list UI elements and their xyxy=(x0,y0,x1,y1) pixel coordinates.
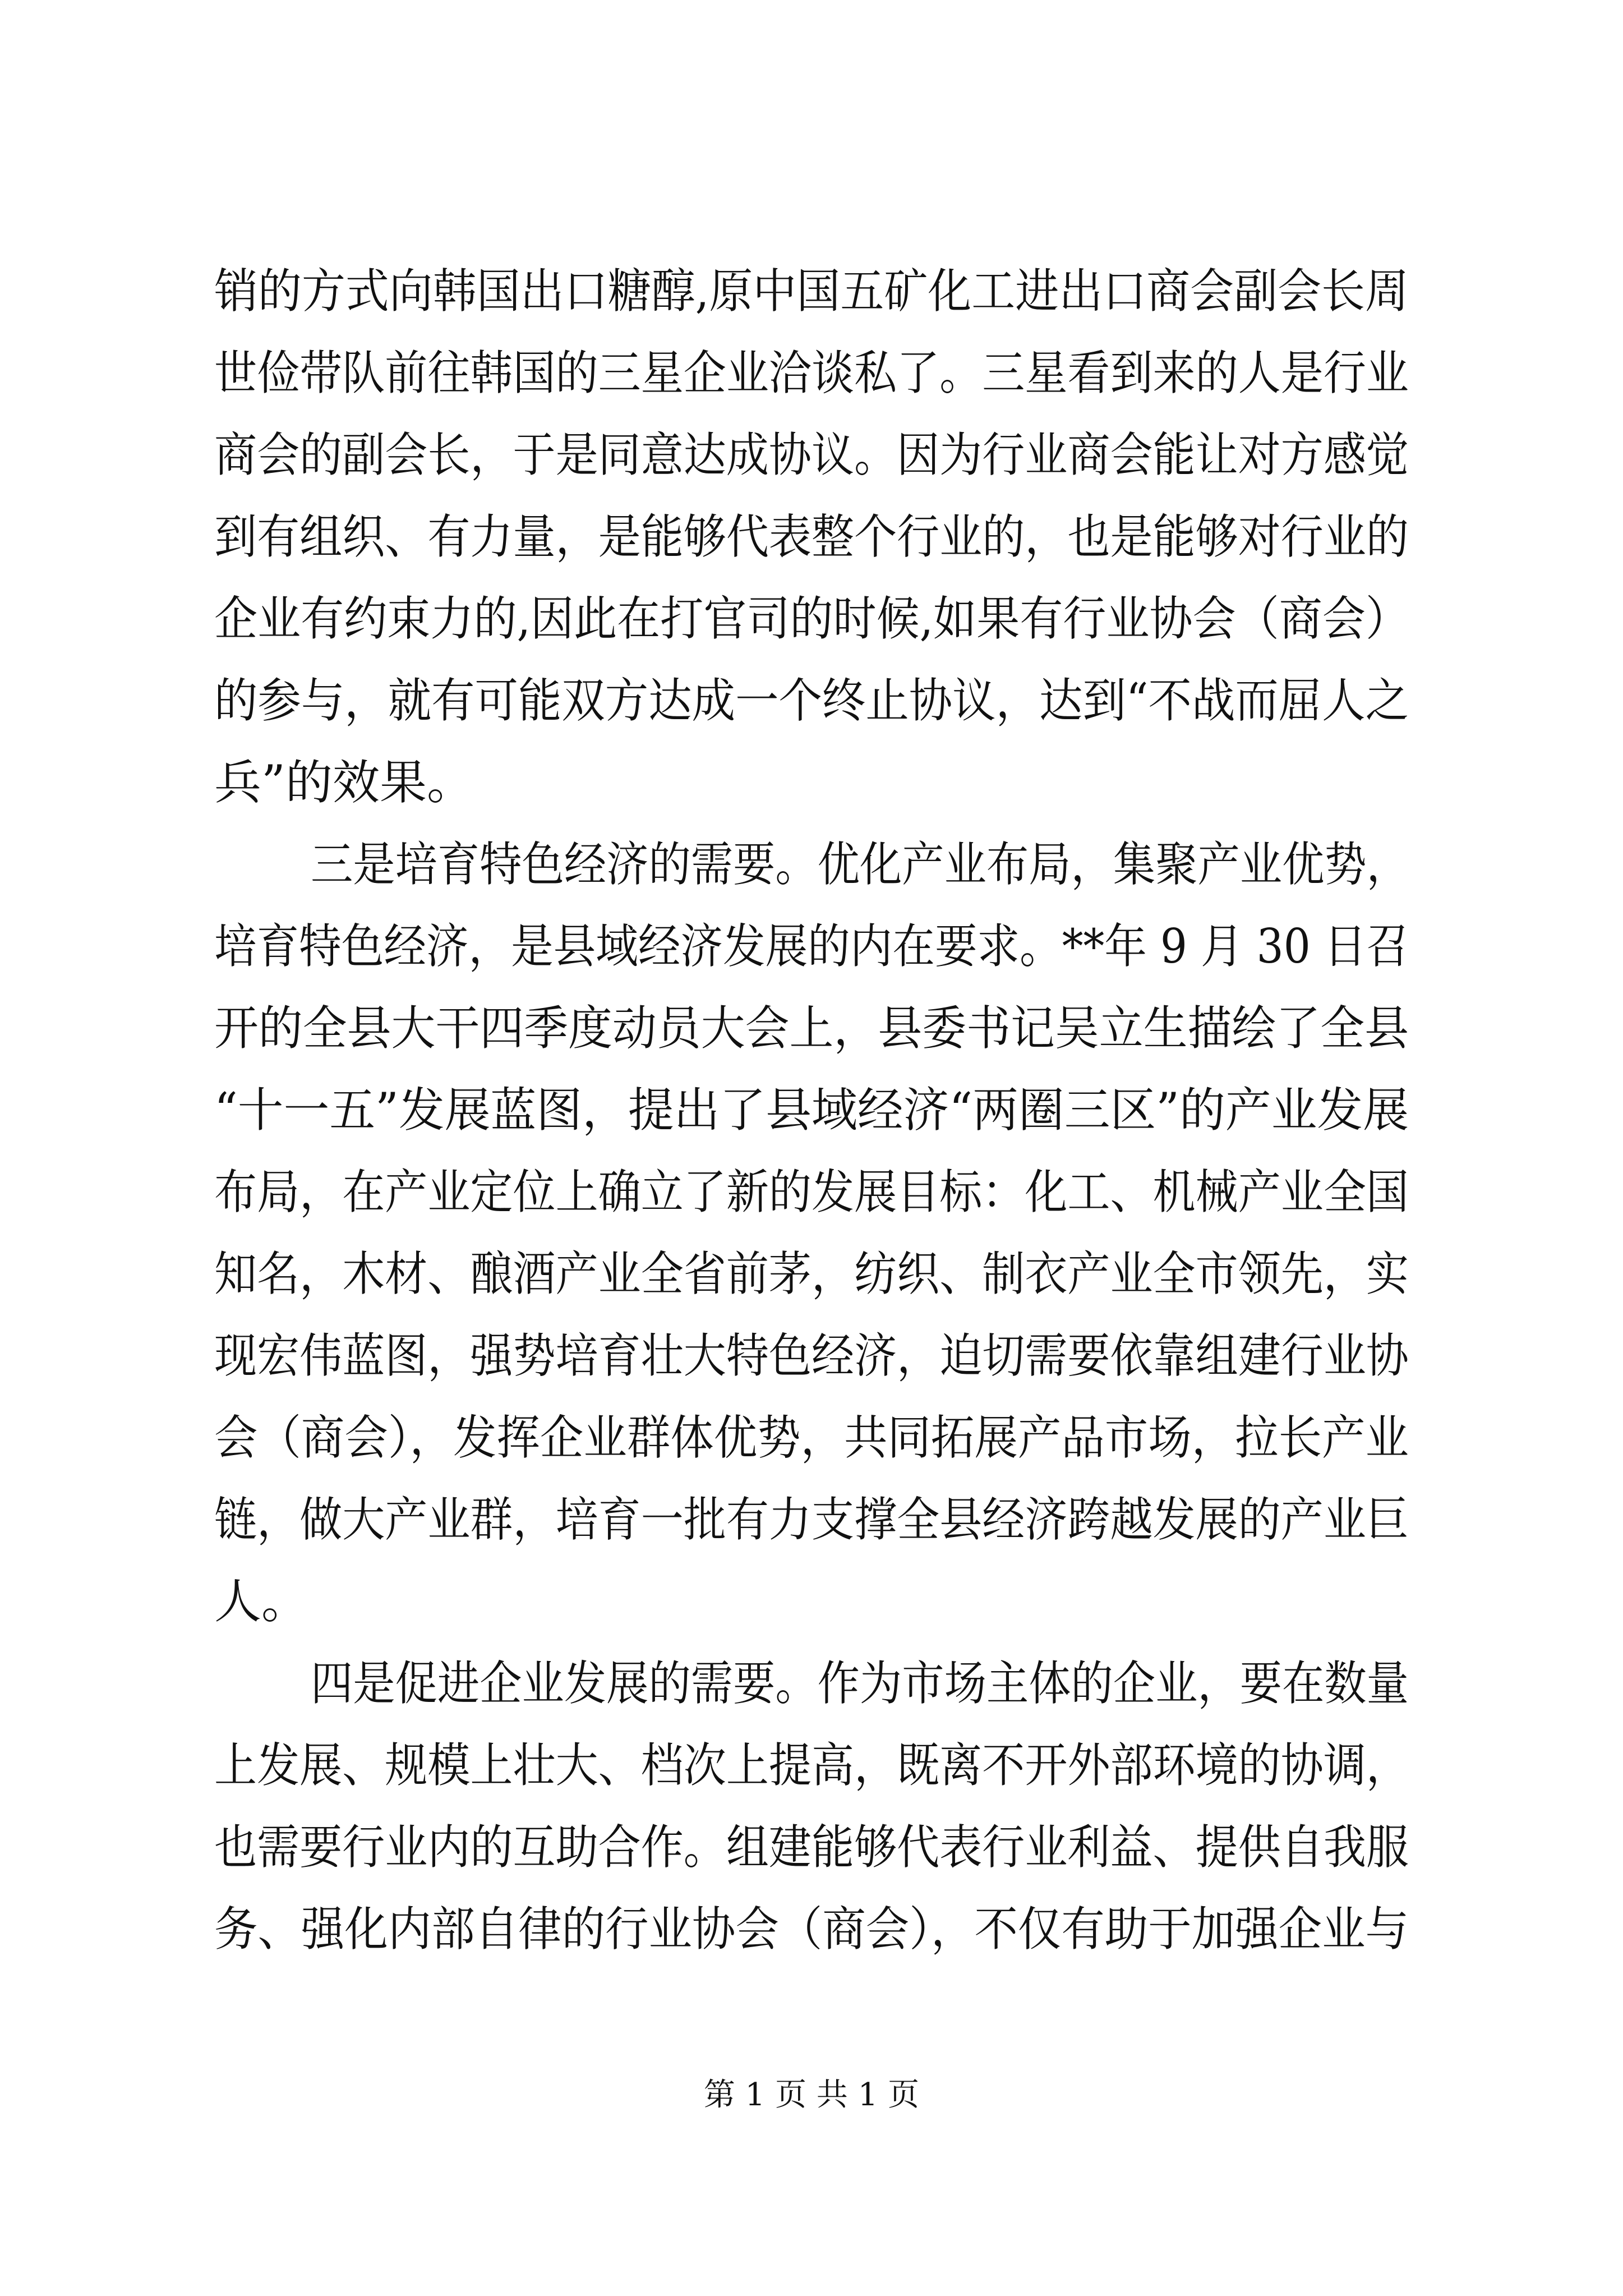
body-text-line: 也需要行业内的互助合作。组建能够代表行业利益、提供自我服 xyxy=(214,1820,1409,1875)
paragraph-first-line: 四是促进企业发展的需要。作为市场主体的企业，要在数量 xyxy=(311,1656,1409,1711)
body-text-line: 兵”的效果。 xyxy=(214,755,474,810)
body-text-line: 销的方式向韩国出口糖醇,原中国五矿化工进出口商会副会长周 xyxy=(214,264,1409,319)
body-text-line: 企业有约束力的,因此在打官司的时候,如果有行业协会（商会） xyxy=(214,591,1409,646)
body-text-line: 人。 xyxy=(214,1574,309,1629)
body-text-line: 商会的副会长，于是同意达成协议。因为行业商会能让对方感觉 xyxy=(214,427,1409,482)
body-text-line: “十一五”发展蓝图，提出了县域经济“两圈三区”的产业发展 xyxy=(214,1083,1409,1138)
body-text-line: 务、强化内部自律的行业协会（商会），不仅有助于加强企业与 xyxy=(214,1902,1409,1957)
body-text-line: 现宏伟蓝图，强势培育壮大特色经济，迫切需要依靠组建行业协 xyxy=(214,1328,1409,1383)
body-text-line: 到有组织、有力量，是能够代表整个行业的，也是能够对行业的 xyxy=(214,509,1409,564)
body-text-line: 开的全县大干四季度动员大会上，县委书记吴立生描绘了全县 xyxy=(214,1001,1409,1056)
body-text-line: 布局，在产业定位上确立了新的发展目标：化工、机械产业全国 xyxy=(214,1165,1409,1220)
body-text-line: 的参与，就有可能双方达成一个终止协议，达到“不战而屈人之 xyxy=(214,673,1409,728)
body-text-line: 培育特色经济，是县域经济发展的内在要求。**年 9 月 30 日召 xyxy=(214,919,1409,974)
body-text-line: 知名，木材、酿酒产业全省前茅，纺织、制衣产业全市领先，实 xyxy=(214,1246,1409,1301)
body-text-line: 上发展、规模上壮大、档次上提高，既离不开外部环境的协调， xyxy=(214,1738,1409,1793)
body-text-line: 世俭带队前往韩国的三星企业洽谈私了。三星看到来的人是行业 xyxy=(214,346,1409,401)
page-footer: 第 1 页 共 1 页 xyxy=(703,2077,920,2113)
body-text-line: 会（商会），发挥企业群体优势，共同拓展产品市场，拉长产业 xyxy=(214,1410,1409,1465)
body-text-line: 链，做大产业群，培育一批有力支撑全县经济跨越发展的产业巨 xyxy=(214,1492,1409,1547)
paragraph-first-line: 三是培育特色经济的需要。优化产业布局，集聚产业优势， xyxy=(311,837,1409,892)
